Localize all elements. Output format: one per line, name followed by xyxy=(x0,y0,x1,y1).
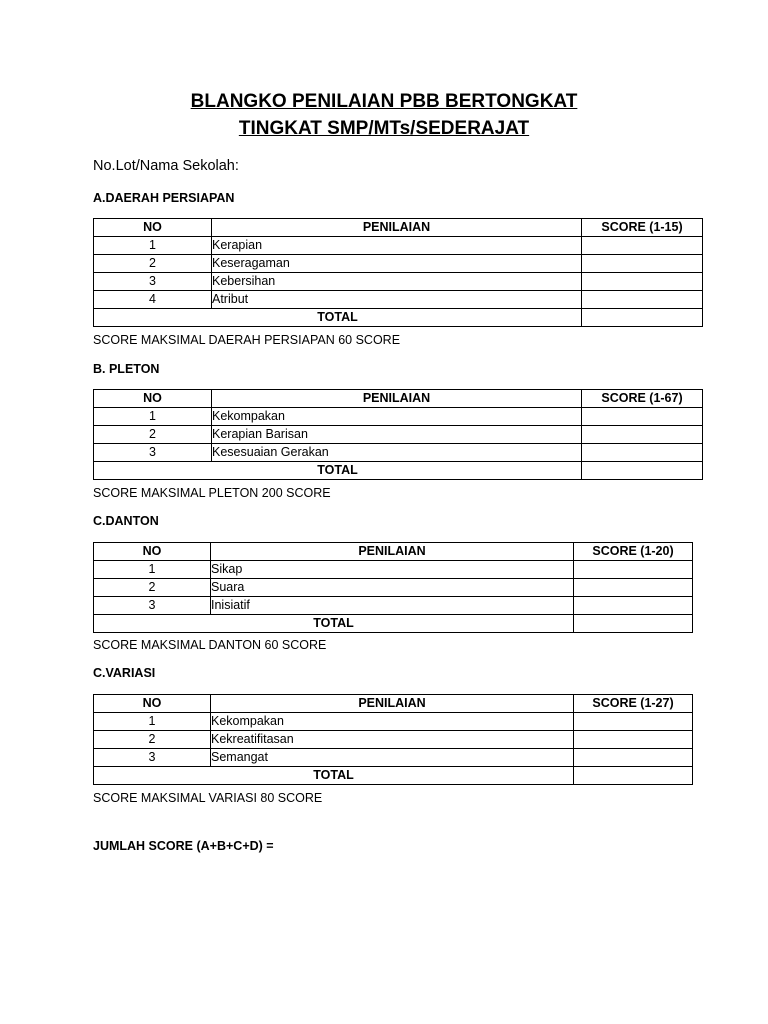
score-cell[interactable] xyxy=(582,444,703,462)
header-no: NO xyxy=(94,695,211,713)
row-no: 3 xyxy=(94,597,211,615)
header-score: SCORE (1-15) xyxy=(582,219,703,237)
row-item: Atribut xyxy=(212,291,582,309)
table-header-row xyxy=(94,219,703,237)
total-row xyxy=(94,462,703,480)
page-subtitle: TINGKAT SMP/MTs/SEDERAJAT xyxy=(238,118,530,139)
header-penilaian: PENILAIAN xyxy=(211,543,574,561)
row-item: Kekompakan xyxy=(211,713,574,731)
row-no: 2 xyxy=(94,255,212,273)
section-d-table xyxy=(93,694,693,785)
score-cell[interactable] xyxy=(574,561,693,579)
section-b-max-note: SCORE MAKSIMAL PLETON 200 SCORE xyxy=(93,486,331,500)
section-a-heading: A.DAERAH PERSIAPAN xyxy=(93,191,235,205)
row-no: 2 xyxy=(94,579,211,597)
row-item: Inisiatif xyxy=(211,597,574,615)
table-header-row xyxy=(94,543,693,561)
row-item: Sikap xyxy=(211,561,574,579)
section-a-max-note: SCORE MAKSIMAL DAERAH PERSIAPAN 60 SCORE xyxy=(93,333,401,347)
header-penilaian: PENILAIAN xyxy=(212,390,582,408)
row-no: 4 xyxy=(94,291,212,309)
score-cell[interactable] xyxy=(574,749,693,767)
section-d-heading: C.VARIASI xyxy=(93,666,156,680)
score-cell[interactable] xyxy=(574,713,693,731)
table-row xyxy=(94,749,693,767)
table-row xyxy=(94,408,703,426)
total-label: TOTAL xyxy=(94,309,582,327)
table-row xyxy=(94,597,693,615)
row-no: 1 xyxy=(94,713,211,731)
header-score: SCORE (1-67) xyxy=(582,390,703,408)
total-row xyxy=(94,767,693,785)
section-a-table xyxy=(93,218,703,327)
header-penilaian: PENILAIAN xyxy=(211,695,574,713)
row-item: Kekompakan xyxy=(212,408,582,426)
section-d-max-note: SCORE MAKSIMAL VARIASI 80 SCORE xyxy=(93,791,323,805)
row-no: 1 xyxy=(94,408,212,426)
row-item: Kesesuaian Gerakan xyxy=(212,444,582,462)
row-item: Semangat xyxy=(211,749,574,767)
section-c-max-note: SCORE MAKSIMAL DANTON 60 SCORE xyxy=(93,638,327,652)
score-cell[interactable] xyxy=(582,255,703,273)
row-no: 3 xyxy=(94,273,212,291)
total-row xyxy=(94,615,693,633)
total-row xyxy=(94,309,703,327)
page-title: BLANGKO PENILAIAN PBB BERTONGKAT xyxy=(190,91,578,112)
table-row xyxy=(94,255,703,273)
table-row xyxy=(94,713,693,731)
row-no: 1 xyxy=(94,237,212,255)
section-b-heading: B. PLETON xyxy=(93,362,160,376)
table-row xyxy=(94,561,693,579)
row-item: Kerapian Barisan xyxy=(212,426,582,444)
school-label: No.Lot/Nama Sekolah: xyxy=(93,158,239,174)
total-score-cell[interactable] xyxy=(582,309,703,327)
row-no: 2 xyxy=(94,731,211,749)
total-label: TOTAL xyxy=(94,462,582,480)
row-no: 1 xyxy=(94,561,211,579)
header-score: SCORE (1-20) xyxy=(574,543,693,561)
header-no: NO xyxy=(94,219,212,237)
score-cell[interactable] xyxy=(582,426,703,444)
score-cell[interactable] xyxy=(582,237,703,255)
total-sum-label: JUMLAH SCORE (A+B+C+D) = xyxy=(93,839,274,853)
row-item: Kebersihan xyxy=(212,273,582,291)
row-item: Suara xyxy=(211,579,574,597)
table-row xyxy=(94,731,693,749)
score-cell[interactable] xyxy=(582,291,703,309)
score-cell[interactable] xyxy=(574,597,693,615)
table-row xyxy=(94,237,703,255)
row-item: Kerapian xyxy=(212,237,582,255)
total-score-cell[interactable] xyxy=(574,767,693,785)
table-row xyxy=(94,579,693,597)
score-cell[interactable] xyxy=(582,408,703,426)
row-no: 3 xyxy=(94,749,211,767)
header-no: NO xyxy=(94,543,211,561)
score-cell[interactable] xyxy=(574,579,693,597)
table-row xyxy=(94,273,703,291)
row-item: Keseragaman xyxy=(212,255,582,273)
header-score: SCORE (1-27) xyxy=(574,695,693,713)
total-label: TOTAL xyxy=(94,767,574,785)
row-no: 3 xyxy=(94,444,212,462)
section-c-table xyxy=(93,542,693,633)
score-cell[interactable] xyxy=(574,731,693,749)
row-no: 2 xyxy=(94,426,212,444)
table-row xyxy=(94,291,703,309)
header-no: NO xyxy=(94,390,212,408)
table-header-row xyxy=(94,695,693,713)
table-row xyxy=(94,426,703,444)
header-penilaian: PENILAIAN xyxy=(212,219,582,237)
section-c-heading: C.DANTON xyxy=(93,514,159,528)
total-score-cell[interactable] xyxy=(574,615,693,633)
score-cell[interactable] xyxy=(582,273,703,291)
table-row xyxy=(94,444,703,462)
row-item: Kekreatifitasan xyxy=(211,731,574,749)
total-label: TOTAL xyxy=(94,615,574,633)
section-b-table xyxy=(93,389,703,480)
table-header-row xyxy=(94,390,703,408)
total-score-cell[interactable] xyxy=(582,462,703,480)
